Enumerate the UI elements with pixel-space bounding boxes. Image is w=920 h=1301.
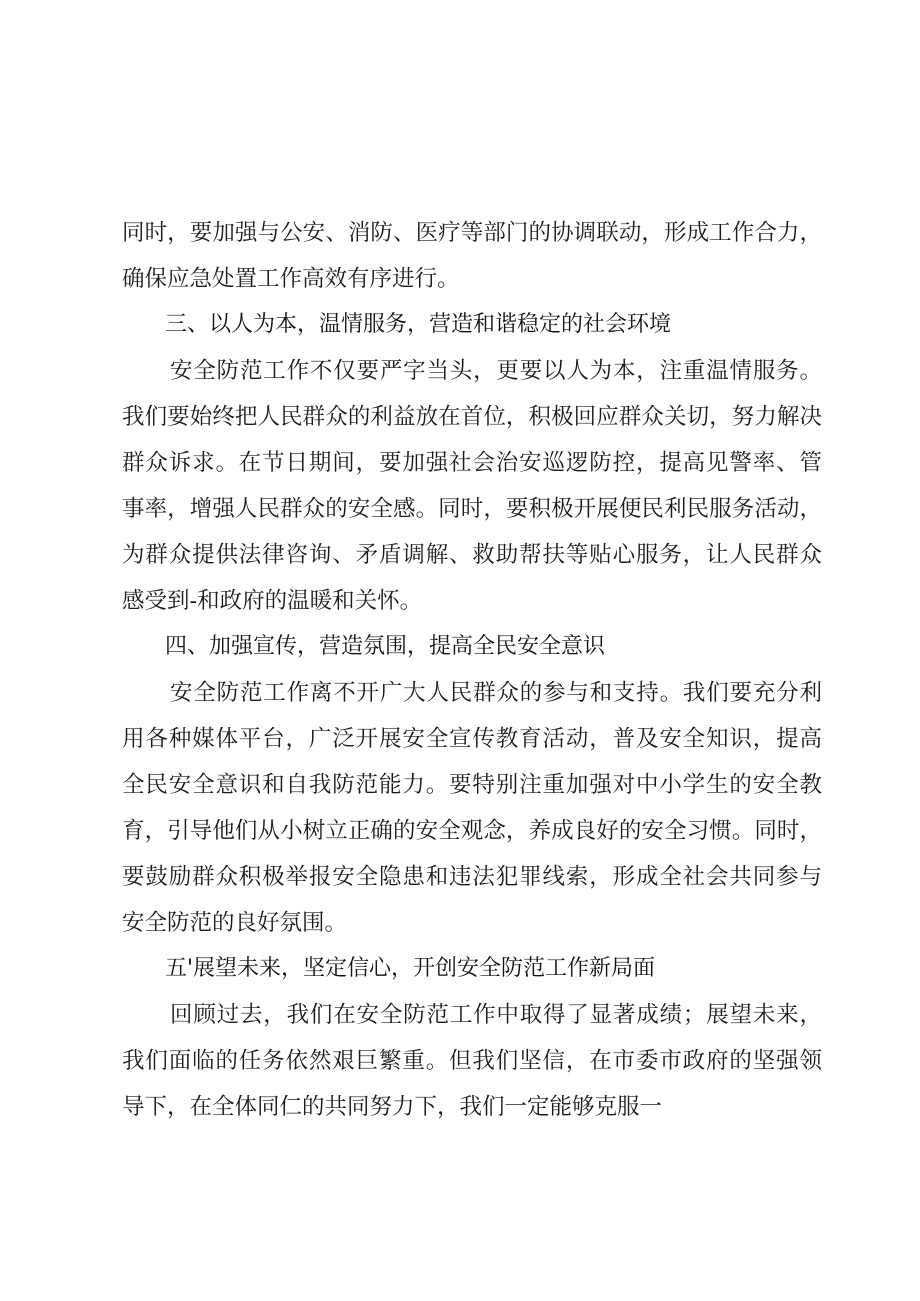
body-text-line: 安全防范工作离不开广大人民群众的参与和支持。我们要充分利 (170, 680, 822, 706)
body-text-line: 导下，在全体同仁的共同努力下，我们一定能够克服一 (122, 1094, 663, 1120)
body-text-line: 群众诉求。在节日期间，要加强社会治安巡逻防控，提高见警率、管 (122, 450, 822, 476)
body-text-line: 用各种媒体平台，广泛开展安全宣传教育活动，普及安全知识，提高 (122, 726, 822, 752)
body-text-line: 同时，要加强与公安、消防、医疗等部门的协调联动，形成工作合力， (122, 220, 822, 246)
section-heading-3: 三、以人为本，温情服务，营造和谐稳定的社会环境 (165, 312, 672, 337)
body-text-line: 安全防范工作不仅要严字当头，更要以人为本，注重温情服务。 (170, 358, 822, 384)
body-text-line: 感受到-和政府的温暖和关怀。 (122, 588, 423, 614)
body-text-line: 我们要始终把人民群众的利益放在首位，积极回应群众关切，努力解决 (122, 404, 822, 430)
body-text-line: 全民安全意识和自我防范能力。要特别注重加强对中小学生的安全教 (122, 772, 822, 798)
body-text-line: 要鼓励群众积极举报安全隐患和违法犯罪线索，形成全社会共同参与 (122, 864, 822, 890)
body-text-line: 安全防范的良好氛围。 (122, 910, 348, 936)
body-text-line: 事率，增强人民群众的安全感。同时，要积极开展便民利民服务活动， (122, 496, 822, 522)
section-heading-5: 五'展望未来，坚定信心，开创安全防范工作新局面 (165, 956, 656, 981)
body-text-line: 为群众提供法律咨询、矛盾调解、救助帮扶等贴心服务，让人民群众 (122, 542, 822, 568)
body-text-line: 育，引导他们从小树立正确的安全观念，养成良好的安全习惯。同时， (122, 818, 822, 844)
body-text-line: 确保应急处置工作高效有序进行。 (122, 266, 460, 292)
body-text-line: 我们面临的任务依然艰巨繁重。但我们坚信，在市委市政府的坚强领 (122, 1048, 822, 1074)
body-text-line: 回顾过去，我们在安全防范工作中取得了显著成绩；展望未来， (170, 1002, 822, 1028)
section-heading-4: 四、加强宣传，营造氛围，提高全民安全意识 (165, 634, 606, 659)
